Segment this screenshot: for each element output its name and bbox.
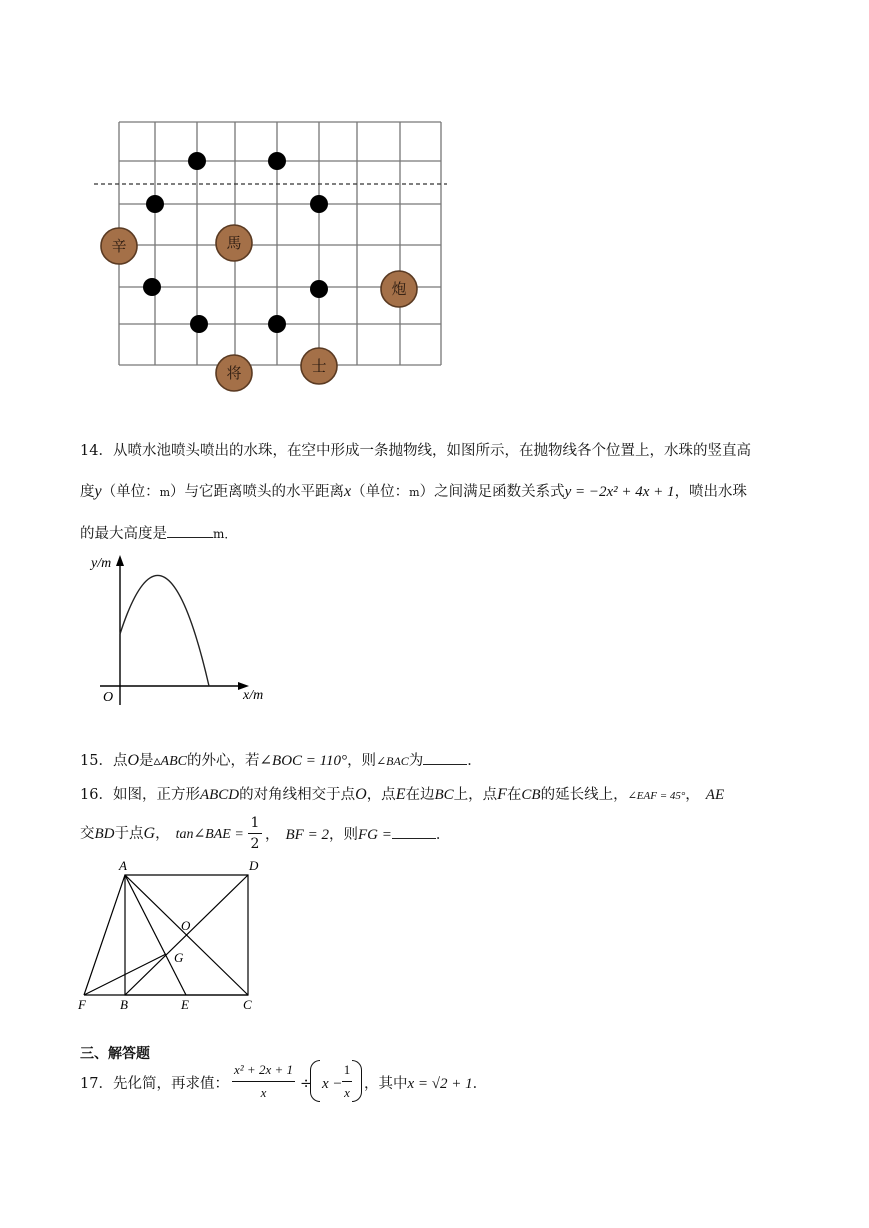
piece-label: 士 (311, 359, 327, 375)
square-geometry-figure (74, 855, 270, 1015)
segment-ae: AE (705, 787, 725, 803)
q17-intro: 17．先化简，再求值： (80, 1076, 229, 1092)
q14-text: （单位： (351, 484, 410, 500)
q16-text: 的对角线相交于点 (239, 787, 356, 803)
division-sign: ÷ (300, 1076, 313, 1092)
label-d: D (249, 858, 259, 873)
piece-label: 馬 (226, 236, 242, 252)
q17-text: ，其中 (364, 1076, 408, 1092)
angle-bac: ∠BAC (376, 754, 409, 768)
q14-line3 (80, 525, 236, 542)
fraction-bar (248, 833, 262, 834)
q16-text: 于点 (114, 826, 144, 842)
q14-line2 (80, 484, 747, 500)
x-value: x = √2 + 1 (407, 1076, 473, 1092)
fraction-numerator: x² + 2x + 1 (234, 1062, 293, 1077)
triangle-abc: ▵ABC (153, 754, 187, 769)
q16-line2 (80, 826, 244, 842)
answer-blank[interactable] (423, 752, 467, 765)
q14-text: ）之间满足函数关系式 (419, 484, 565, 500)
q14-formula: y = −2x² + 4x + 1 (564, 484, 675, 500)
parabola-curve (120, 575, 209, 686)
label-o: O (181, 918, 191, 933)
angle-boc: ∠BOC = 110° (259, 753, 348, 769)
q14-text: ，喷出水珠 (674, 484, 748, 500)
q14-text: ）与它距离喷头的水平距离 (170, 484, 345, 500)
label-e: E (181, 997, 189, 1012)
q16-text: 在边 (405, 787, 435, 803)
inner-fraction (342, 1062, 352, 1101)
q16-text: ， (155, 826, 170, 842)
q14-text: 的最大高度是 (80, 526, 167, 542)
segment-bc: BC (434, 787, 454, 803)
q14-text: 度 (80, 484, 95, 500)
square-abcd: ABCD (199, 787, 240, 803)
fraction-bar (342, 1081, 352, 1082)
left-paren (310, 1060, 320, 1102)
q15-text: ． (467, 753, 482, 769)
q14-text: （单位： (101, 484, 160, 500)
x-axis-label: x/m (243, 688, 264, 703)
answer-blank[interactable] (392, 826, 436, 839)
fraction-numerator: 1 (250, 815, 260, 831)
q16-text: ，点 (366, 787, 396, 803)
paren-x: x − (322, 1076, 343, 1092)
point-o: O (355, 786, 367, 803)
tan-bae: tan∠BAE = (175, 827, 244, 842)
q16-text: ，则 (328, 827, 358, 843)
q17-fraction (232, 1062, 295, 1101)
right-paren (352, 1060, 362, 1102)
q16-text: 上，点 (453, 787, 498, 803)
q16-text: 交 (80, 826, 95, 842)
q15-text: 是 (139, 753, 154, 769)
q17-text: ． (472, 1076, 488, 1092)
label-b: B (120, 997, 128, 1012)
fraction-denominator: x (260, 1085, 267, 1100)
chess-pieces (101, 225, 417, 391)
section-title: 三、解答题 (80, 1046, 150, 1062)
segment-ae (125, 875, 186, 995)
y-axis-arrow (116, 555, 124, 566)
point-o: O (127, 752, 140, 769)
q16-text: ， (685, 787, 700, 803)
var-x: x (344, 483, 352, 500)
q15-text: 为 (408, 753, 424, 769)
fraction-denominator: x (344, 1085, 350, 1100)
q14-line1: 14．从喷水池喷头喷出的水珠，在空中形成一条抛物线，如图所示，在抛物线各个位置上，水珠的竖直高 (80, 443, 751, 459)
fraction-numerator: 1 (343, 1062, 351, 1077)
answer-blank[interactable] (167, 525, 213, 538)
q15-text: ，则 (347, 753, 377, 769)
parabola-graph (80, 548, 280, 713)
fraction-denominator: 2 (250, 836, 260, 852)
bf-value: BF = 2 (285, 827, 329, 843)
q15-text: 的外心，若 (186, 753, 260, 769)
q16-text: 在 (506, 787, 522, 803)
fraction-bar (232, 1081, 295, 1082)
y-axis-label: y/m (91, 556, 112, 571)
q16-line1 (80, 787, 724, 803)
fraction-half (248, 815, 262, 852)
fg-expr: FG = (357, 827, 392, 843)
unit: m (159, 486, 171, 499)
segment-bd: BD (94, 826, 115, 842)
var-y: y (94, 483, 102, 500)
piece-label: 将 (226, 366, 242, 382)
q16-text: ． (435, 827, 451, 843)
point-e: E (395, 786, 406, 803)
label-a: A (119, 858, 127, 873)
label-c: C (243, 997, 252, 1012)
unit: m (409, 486, 420, 499)
q15 (80, 752, 482, 769)
q14-text: m． (213, 527, 237, 541)
origin-label: O (103, 690, 114, 705)
segment-cb: CB (521, 787, 541, 803)
piece-label: 辛 (111, 239, 127, 255)
label-g: G (174, 950, 184, 965)
q16-text: ， (265, 827, 280, 843)
point-g: G (143, 825, 156, 842)
q16-text: 16．如图，正方形 (80, 787, 200, 803)
q15-text: 15．点 (80, 753, 128, 769)
q17-tail (364, 1077, 487, 1092)
angle-eaf: ∠EAF = 45° (627, 790, 686, 802)
q16-text: 的延长线上， (540, 787, 628, 803)
chess-board-figure (90, 115, 460, 395)
point-f: F (497, 786, 507, 803)
label-f: F (78, 997, 86, 1012)
q16-line2-tail (265, 826, 450, 843)
piece-label: 炮 (391, 282, 407, 298)
